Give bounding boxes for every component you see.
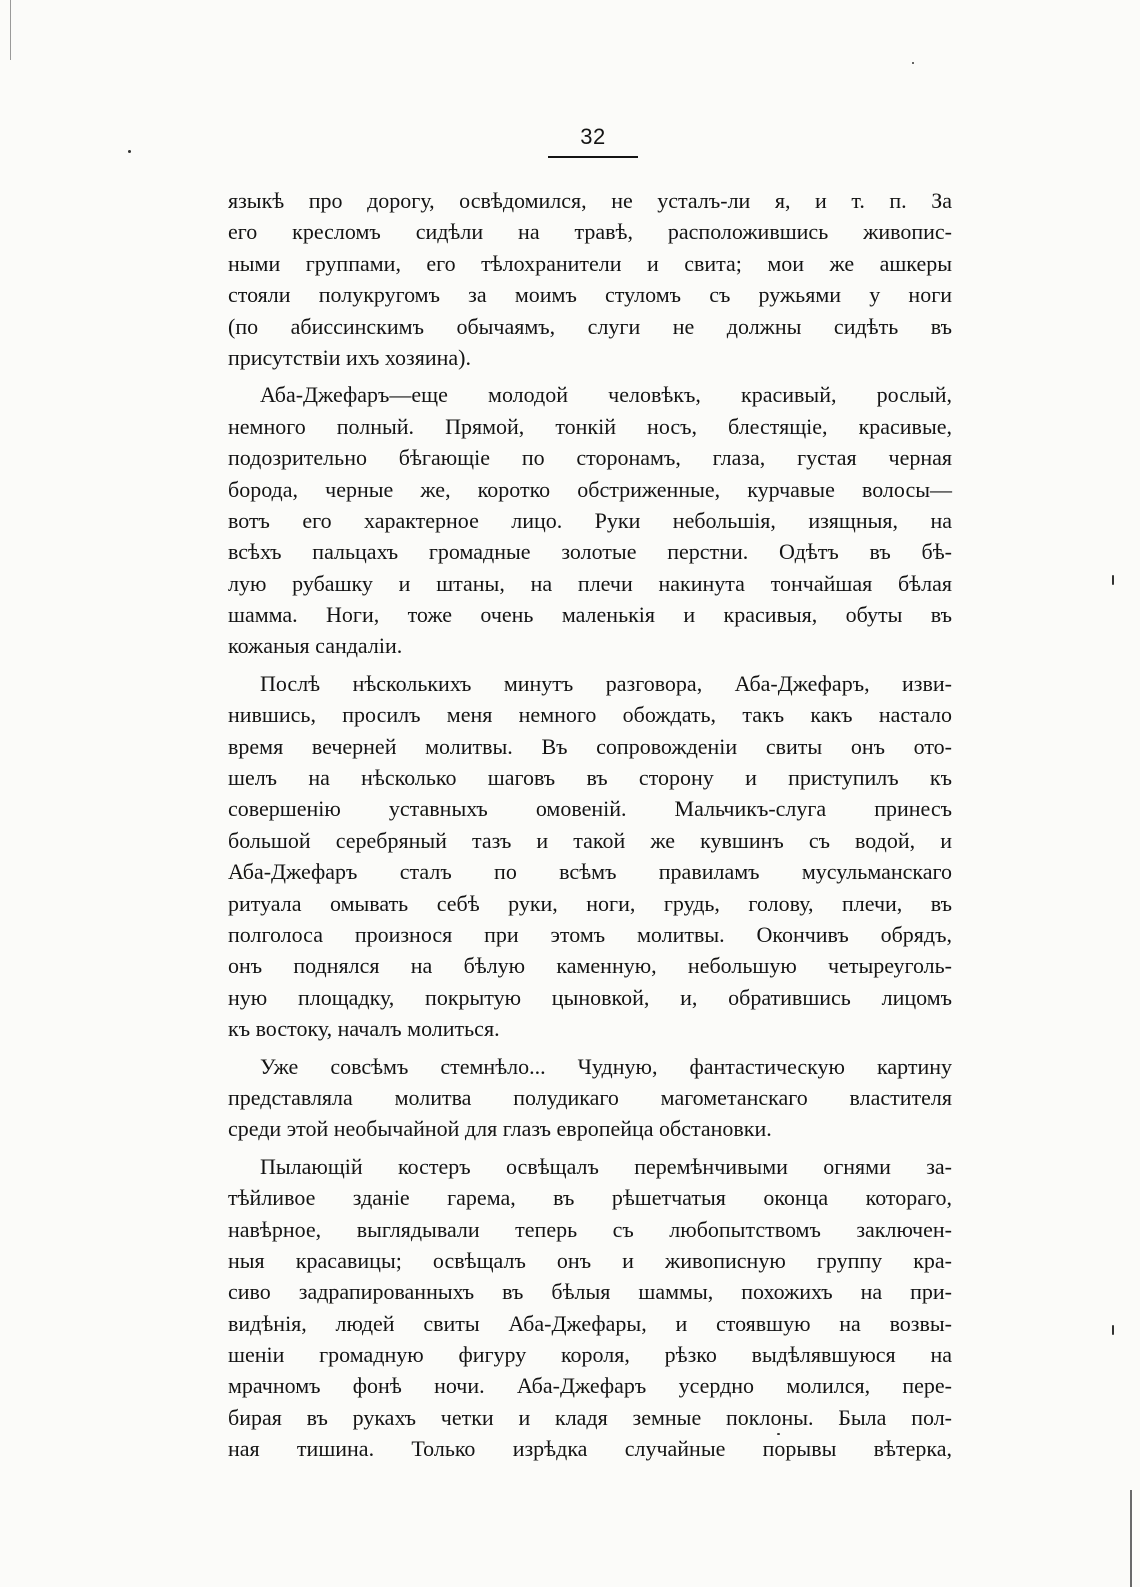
text-line: тѣйливое зданiе гарема, въ рѣшетчатыя оконца котораго, <box>228 1185 952 1211</box>
text-line: Послѣ нѣсколькихъ минутъ разговора, Аба-Джефаръ, изви- <box>260 670 952 696</box>
paragraph <box>228 668 952 1045</box>
text-line: языкѣ про дорогу, освѣдомился, не усталъ-ли я, и т. п. За <box>228 188 952 213</box>
text-line: мрачномъ фонѣ ночи. Аба-Джефаръ усердно молился, пере- <box>228 1373 952 1399</box>
text-line: ными группами, его тѣлохранители и свита; мои же ашкеры <box>228 250 952 276</box>
text-line: Пылающiй костеръ освѣщалъ перемѣнчивыми огнями за- <box>260 1153 952 1179</box>
scan-speck <box>128 150 131 153</box>
text-line: полголоса произнося при этомъ молитвы. Окончивъ обрядъ, <box>228 921 952 947</box>
text-line: онъ поднялся на бѣлую каменную, небольшую четыреуголь- <box>228 953 952 979</box>
text-line: стояли полукругомъ за моимъ стуломъ съ ружьями у ноги <box>228 282 952 308</box>
paragraph <box>228 1151 952 1465</box>
text-line: шамма. Ноги, тоже очень маленькiя и красивыя, обуты въ <box>228 602 952 628</box>
text-line: (по абиссинскимъ обычаямъ, слуги не должны сидѣть въ <box>228 313 952 339</box>
text-line: ную площадку, покрытую цыновкой, и, обратившись лицомъ <box>228 984 952 1010</box>
text-line: лую рубашку и штаны, на плечи накинута тончайшая бѣлая <box>228 570 952 596</box>
text-line: время вечерней молитвы. Въ сопровожденiи свиты онъ ото- <box>228 733 952 759</box>
text-line: его кресломъ сидѣли на травѣ, расположившись живопис- <box>228 219 952 245</box>
text-line: бирая въ рукахъ четки и кладя земные поклоны. Была пол- <box>228 1404 952 1430</box>
text-line: ная тишина. Только изрѣдка случайные порывы вѣтерка, <box>228 1436 952 1462</box>
text-line: ныя красавицы; освѣщалъ онъ и живописную группу кра- <box>228 1247 952 1273</box>
text-line: немного полный. Прямой, тонкiй носъ, блестящiе, красивые, <box>228 413 952 439</box>
text-line: среди этой необычайной для глазъ европейца обстановки. <box>228 1116 772 1142</box>
scan-edge-left <box>10 0 11 60</box>
scan-speck <box>912 62 914 64</box>
text-line: шенiи громадную фигуру короля, рѣзко выдѣлявшуюся на <box>228 1342 952 1368</box>
paragraph <box>228 379 952 662</box>
text-line: Аба-Джефаръ сталъ по всѣмъ правиламъ мусульманскаго <box>228 859 952 885</box>
text-line: присутствiи ихъ хозяина). <box>228 344 471 370</box>
text-line: подозрительно бѣгающiе по сторонамъ, глаза, густая черная <box>228 445 952 471</box>
text-line: нившись, просилъ меня немного обождать, такъ какъ настало <box>228 702 952 728</box>
text-line: шелъ на нѣсколько шаговъ въ сторону и приступилъ къ <box>228 765 952 791</box>
paragraph <box>228 1051 952 1145</box>
body-text <box>228 185 952 1465</box>
page-number-rule <box>548 156 638 158</box>
text-line: совершенiю уставныхъ омовенiй. Мальчикъ-слуга принесъ <box>228 796 952 822</box>
scan-edge-right <box>1130 1490 1132 1587</box>
text-line: видѣнiя, людей свиты Аба-Джефары, и стоявшую на возвы- <box>228 1310 952 1336</box>
text-line: представляла молитва полудикаго магометанскаго властителя <box>228 1084 952 1110</box>
text-line: большой серебряный тазъ и такой же кувшинъ съ водой, и <box>228 827 952 853</box>
text-line: навѣрное, выглядывали теперь съ любопытствомъ заключен- <box>228 1216 952 1242</box>
text-line: Аба-Джефаръ—еще молодой человѣкъ, красивый, рослый, <box>260 382 952 408</box>
text-line: сиво задрапированныхъ въ бѣлыя шаммы, похожихъ на при- <box>228 1279 952 1305</box>
page-number: 32 <box>580 124 606 149</box>
text-line: кожаныя сандалiи. <box>228 633 403 659</box>
text-line: Уже совсѣмъ стемнѣло... Чудную, фантастическую картину <box>260 1053 952 1079</box>
text-line: къ востоку, началъ молиться. <box>228 1016 500 1042</box>
text-line: вотъ его характерное лицо. Руки небольшiя, изящныя, на <box>228 507 952 533</box>
text-line: ритуала омывать себѣ руки, ноги, грудь, голову, плечи, въ <box>228 890 952 916</box>
scan-speck <box>1112 1325 1114 1335</box>
scan-speck <box>1112 575 1114 585</box>
text-line: всѣхъ пальцахъ громадные золотые перстни. Одѣтъ въ бѣ- <box>228 539 952 565</box>
paragraph <box>228 185 952 373</box>
text-line: борода, черные же, коротко обстриженные, курчавые волосы— <box>228 476 952 502</box>
